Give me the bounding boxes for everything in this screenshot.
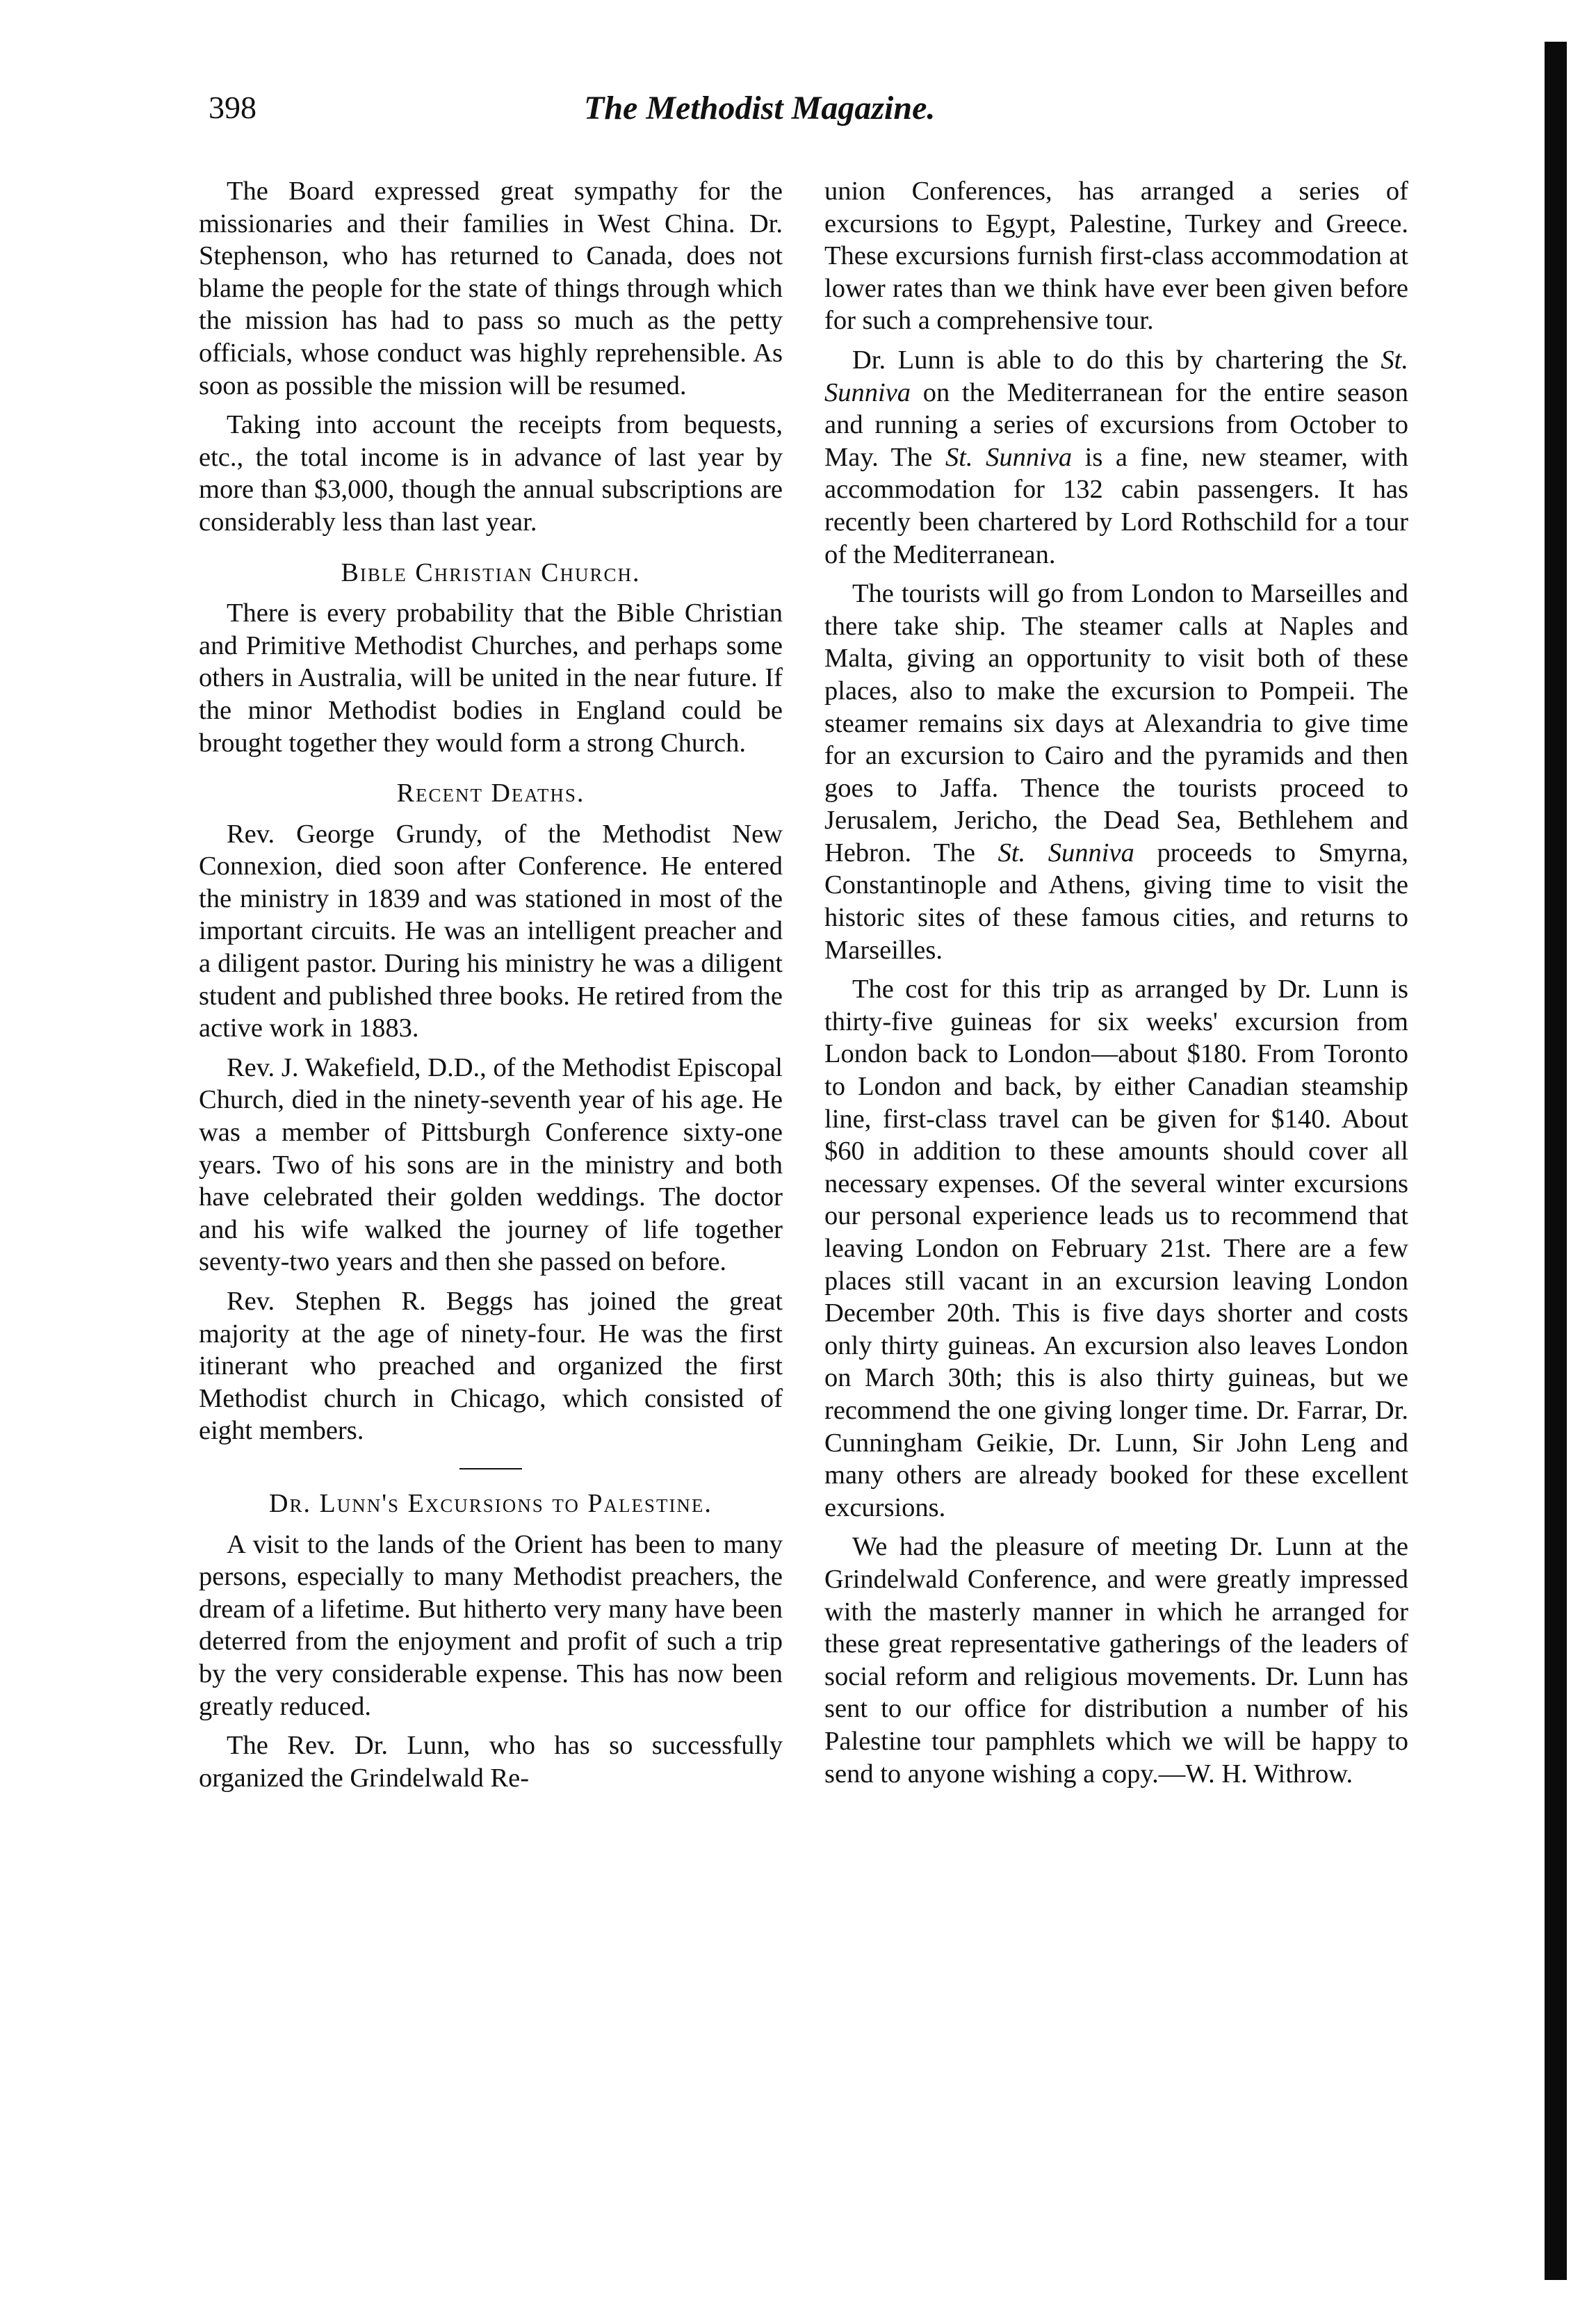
right-column <box>824 175 1408 1797</box>
left-column <box>199 175 783 1801</box>
running-title: The Methodist Magazine. <box>584 90 936 127</box>
ship-name: St. Sunniva <box>997 838 1134 868</box>
paragraph-lunn-intro: The Rev. Dr. Lunn, who has so successfully organized the Grindelwald Re- <box>199 1731 783 1793</box>
paragraph-income: Taking into account the receipts from bequests, etc., the total income is in advance of last year by more than $3,000, though the annual subscriptions are considerably less than last year. <box>199 410 783 537</box>
text-span: The tourists will go from London to Marseilles and there take ship. The steamer calls at Naples and Malta, giving an opportunity to visit both of these places, also to make the excursion to Pompeii. The steamer remains six days at Alexandria to give time for an excursion to Cairo and the pyramids and then goes to Jaffa. Thence the tourists proceed to Jerusalem, Jericho, the Dead Sea, Bethlehem and Hebron. The <box>824 579 1408 868</box>
heading-recent-deaths: Recent Deaths. <box>396 779 585 808</box>
section-divider <box>459 1468 522 1469</box>
page-header <box>209 89 1432 138</box>
page-number: 398 <box>209 90 256 125</box>
paragraph-church-union: There is every probability that the Bible Christian and Primitive Methodist Churches, and perhaps some others in Australia, will be united in the near future. If the minor Methodist bodies in England could be brought together they would form a strong Church. <box>199 598 783 758</box>
paragraph-itinerary <box>824 578 1408 966</box>
ship-name: St. Sunniva <box>824 345 1408 407</box>
paragraph-grundy: Rev. George Grundy, of the Methodist New Connexion, died soon after Conference. He entered the ministry in 1839 and was stationed in most of the important circuits. He was an intelligent preacher and a diligent pastor. During his ministry he was a diligent student and published three books. He retired from the active work in 1883. <box>199 819 783 1043</box>
paragraph-board-sympathy: The Board expressed great sympathy for the missionaries and their families in West China. Dr. Stephenson, who has returned to Canada, does not blame the people for the state of things through which the mission has had to pass so much as the petty officials, whose conduct was highly reprehensible. As soon as possible the mission will be resumed. <box>199 177 783 400</box>
text-span: proceeds to Smyrna, Constantinople and Athens, giving time to visit the historic sites of these famous cities, and returns to Marseilles. <box>824 838 1409 965</box>
paragraph-chartering <box>824 344 1408 571</box>
paragraph-cost: The cost for this trip as arranged by Dr. Lunn is thirty-five guineas for six weeks' excursion from London back to London—about $180. From Toronto to London and back, by either Canadian steamship line, first-class travel can be given for $140. About $60 in addition to these amounts should cover all necessary expenses. Of the several winter excursions our personal experience leads us to recommend that leaving London on February 21st. There are a few places still vacant in an excursion leaving London December 20th. This is five days shorter and costs only thirty guineas. An excursion also leaves London on March 30th; this is also thirty guineas, but we recommend the one giving longer time. Dr. Farrar, Dr. Cunningham Geikie, Dr. Lunn, Sir John Leng and many others are already booked for these excellent excursions. <box>824 975 1408 1522</box>
paragraph-excursion-series: union Conferences, has arranged a series of excursions to Egypt, Palestine, Turkey and Greece. These excursions furnish first-class accommodation at lower rates than we think have ever been given before for such a comprehensive tour. <box>824 177 1408 336</box>
heading-bible-christian-church: Bible Christian Church. <box>341 557 641 587</box>
page-edge-bar <box>1545 42 1567 2280</box>
paragraph-wakefield: Rev. J. Wakefield, D.D., of the Methodist Episcopal Church, died in the ninety-seventh year of his age. He was a member of Pittsburgh Conference sixty-one years. Two of his sons are in the ministry and both have celebrated their golden weddings. The doctor and his wife walked the journey of life together seventy-two years and then she passed on before. <box>199 1052 783 1277</box>
paragraph-grindelwald: We had the pleasure of meeting Dr. Lunn at the Grindelwald Conference, and were greatly impressed with the masterly manner in which he arranged for these great representative gatherings of the leaders of social reform and religious movements. Dr. Lunn has sent to our office for distribution a number of his Palestine tour pamphlets which we will be happy to send to anyone wishing a copy.—W. H. Withrow. <box>824 1532 1408 1789</box>
text-span: is a fine, new steamer, with accommodation for 132 cabin passengers. It has recently been chartered by Lord Rothschild for a tour of the Mediterranean. <box>824 442 1409 569</box>
paragraph-orient-visit: A visit to the lands of the Orient has been to many persons, especially to many Methodist preachers, the dream of a lifetime. But hitherto very many have been deterred from the enjoyment and profit of such a trip by the very considerable expense. This has now been greatly reduced. <box>199 1529 783 1721</box>
ship-name: St. Sunniva <box>945 442 1073 472</box>
paragraph-beggs: Rev. Stephen R. Beggs has joined the great majority at the age of ninety-four. He was the first itinerant who preached and organized the first Methodist church in Chicago, which consisted of eight members. <box>199 1287 783 1446</box>
text-span: on the Mediterranean for the entire season and running a series of excursions from October to May. The <box>824 377 1408 472</box>
heading-lunn-excursions: Dr. Lunn's Excursions to Palestine. <box>269 1488 712 1518</box>
text-span: Dr. Lunn is able to do this by chartering the <box>852 345 1381 375</box>
